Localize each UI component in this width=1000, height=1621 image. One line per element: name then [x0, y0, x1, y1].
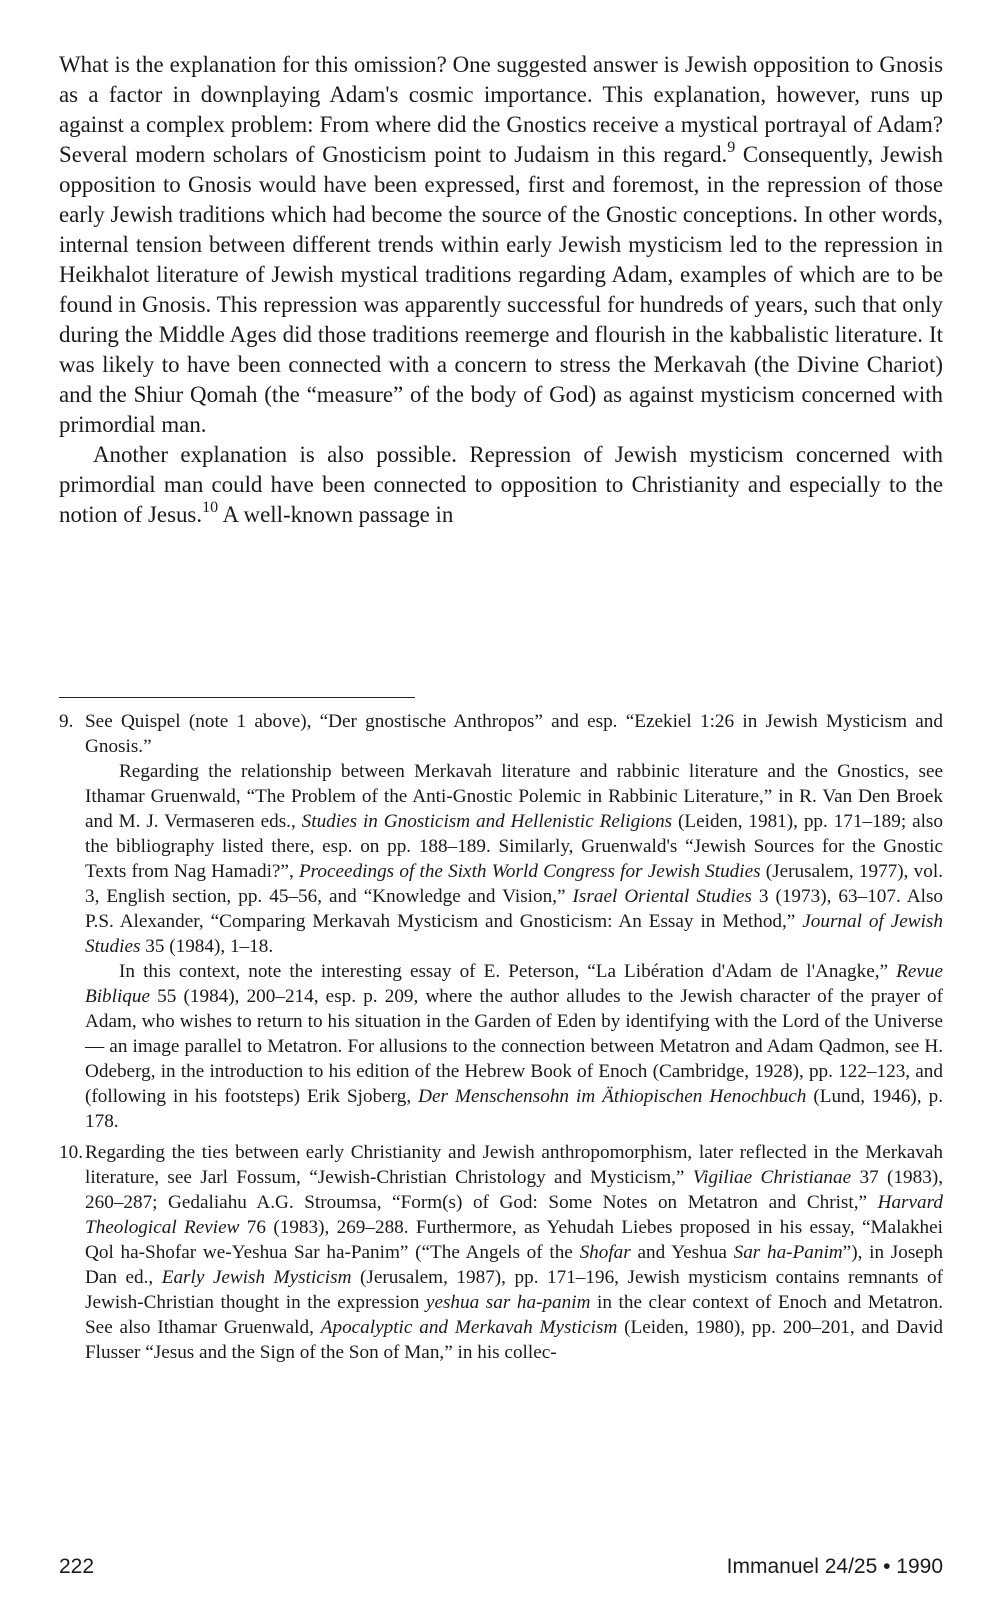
paragraph-text: Consequently, Jewish opposition to Gnosis would have been expressed, first and foremost, in the repression of those early Jewish traditions which had become the source of the Gnostic conceptions. In other words, internal tension between different trends within early Jewish mysticism led to the repression in Heikhalot literature of Jewish mystical traditions regarding Adam, examples of which are to be found in Gnosis. This repression was apparently successful for hundreds of years, such that only during the Middle Ages did those traditions reemerge and flourish in the kabbalistic literature. It was likely to have been connected with a concern to stress the Merkavah (the Divine Chariot) and the Shiur Qomah (the “measure” of the body of God) as against mysticism concerned with primordial man. [59, 142, 943, 437]
title-italic: Apocalyptic and Merkavah Mysticism [320, 1317, 618, 1338]
title-italic: Proceedings of the Sixth World Congress for Jewish Studies [298, 861, 761, 882]
footnote-paragraph: Regarding the relationship between Merkavah literature and rabbinic literature and the Gnostics, see Ithamar Gruenwald, “The Problem of the Anti-Gnostic Polemic in Rabbinic Literature,” in R. Van Den Broek and M. J. Vermaseren eds., Studies in Gnosticism and Hellenistic Religions (Leiden, 1981), pp. 171–189; also the bibliography listed there, esp. on pp. 188–189. Similarly, Gruenwald's “Jewish Sources for the Gnostic Texts from Nag Hamadi?”, Proceedings of the Sixth World Congress for Jewish Studies (Jerusalem, 1977), vol. 3, English section, pp. 45–56, and “Knowledge and Vision,” Israel Oriental Studies 3 (1973), 63–107. Also P.S. Alexander, “Comparing Merkavah Mysticism and Gnosticism: An Essay in Method,” Journal of Jewish Studies 35 (1984), 1–18. [85, 761, 943, 957]
footnote-paragraph: See Quispel (note 1 above), “Der gnostische Anthropos” and esp. “Ezekiel 1:26 in Jewish Mysticism and Gnosis.” [85, 711, 943, 757]
title-italic: Sar ha-Panim [733, 1242, 843, 1263]
title-italic: Shofar [579, 1242, 631, 1263]
title-italic: Der Menschensohn im Äthiopischen Henochbuch [418, 1086, 807, 1107]
footnote-paragraph: Regarding the ties between early Christianity and Jewish anthropomorphism, later reflected in the Merkavah literature, see Jarl Fossum, “Jewish-Christian Christology and Mysticism,” Vigiliae Christianae 37 (1983), 260–287; Gedaliahu A.G. Stroumsa, “Form(s) of God: Some Notes on Metatron and Christ,” Harvard Theological Review 76 (1983), 269–288. Furthermore, as Yehudah Liebes proposed in his essay, “Malakhei Qol ha-Shofar we-Yeshua Sar ha-Panim” (“The Angels of the Shofar and Yeshua Sar ha-Panim”), in Joseph Dan ed., Early Jewish Mysticism (Jerusalem, 1987), pp. 171–196, Jewish mysticism contains remnants of Jewish-Christian thought in the expression yeshua sar ha-panim in the clear context of Enoch and Metatron. See also Ithamar Gruenwald, Apocalyptic and Merkavah Mysticism (Leiden, 1980), pp. 200–201, and David Flusser “Jesus and the Sign of the Son of Man,” in his collec- [85, 1142, 944, 1363]
title-italic: Early Jewish Mysticism [161, 1267, 352, 1288]
footnotes [59, 709, 943, 1365]
footnote-ref-10: 10 [202, 498, 219, 516]
title-italic: Revue Biblique [85, 961, 943, 1007]
title-italic: Vigiliae Christianae [692, 1167, 852, 1188]
title-italic: Studies in Gnosticism and Hellenistic Religions [301, 811, 673, 832]
journal-citation: Immanuel 24/25 • 1990 [726, 1555, 943, 1578]
paragraph-text: Another explanation is also possible. Repression of Jewish mysticism concerned with primordial man could have been connected to opposition to Christianity and especially to the notion of Jesus. [59, 442, 943, 527]
title-italic: Israel Oriental Studies [572, 886, 752, 907]
footnote-number: 9. [59, 711, 74, 732]
footnote-9 [59, 709, 943, 1134]
paragraph-text: What is the explanation for this omission? One suggested answer is Jewish opposition to Gnosis as a factor in downplaying Adam's cosmic importance. This explanation, however, runs up against a complex problem: From where did the Gnostics receive a mystical portrayal of Adam? Several modern scholars of Gnosticism point to Judaism in this regard. [59, 52, 943, 167]
page-footer [59, 1555, 943, 1585]
main-text [59, 50, 943, 530]
footnote-ref-9: 9 [727, 138, 736, 156]
paragraph-text: A well-known passage in [218, 502, 454, 527]
title-italic: Harvard Theological Review [85, 1192, 943, 1238]
footnote-paragraph: In this context, note the interesting essay of E. Peterson, “La Libération d'Adam de l'Anagke,” Revue Biblique 55 (1984), 200–214, esp. p. 209, where the author alludes to the Jewish character of the prayer of Adam, who wishes to return to his situation in the Garden of Eden by identifying with the Lord of the Universe — an image parallel to Metatron. For allusions to the connection between Metatron and Adam Qadmon, see H. Odeberg, in the introduction to his edition of the Hebrew Book of Enoch (Cambridge, 1928), pp. 122–123, and (following in his footsteps) Erik Sjoberg, Der Menschensohn im Äthiopischen Henochbuch (Lund, 1946), p. 178. [85, 961, 943, 1132]
title-italic: Journal of Jewish Studies [85, 911, 943, 957]
footnote-number: 10. [59, 1142, 83, 1163]
main-paragraph-1 [59, 50, 943, 440]
footnote-10 [59, 1140, 943, 1365]
main-paragraph-2 [59, 440, 943, 530]
title-italic: yeshua sar ha-panim [425, 1292, 591, 1313]
footnote-divider [59, 697, 415, 698]
page-number: 222 [59, 1555, 95, 1578]
